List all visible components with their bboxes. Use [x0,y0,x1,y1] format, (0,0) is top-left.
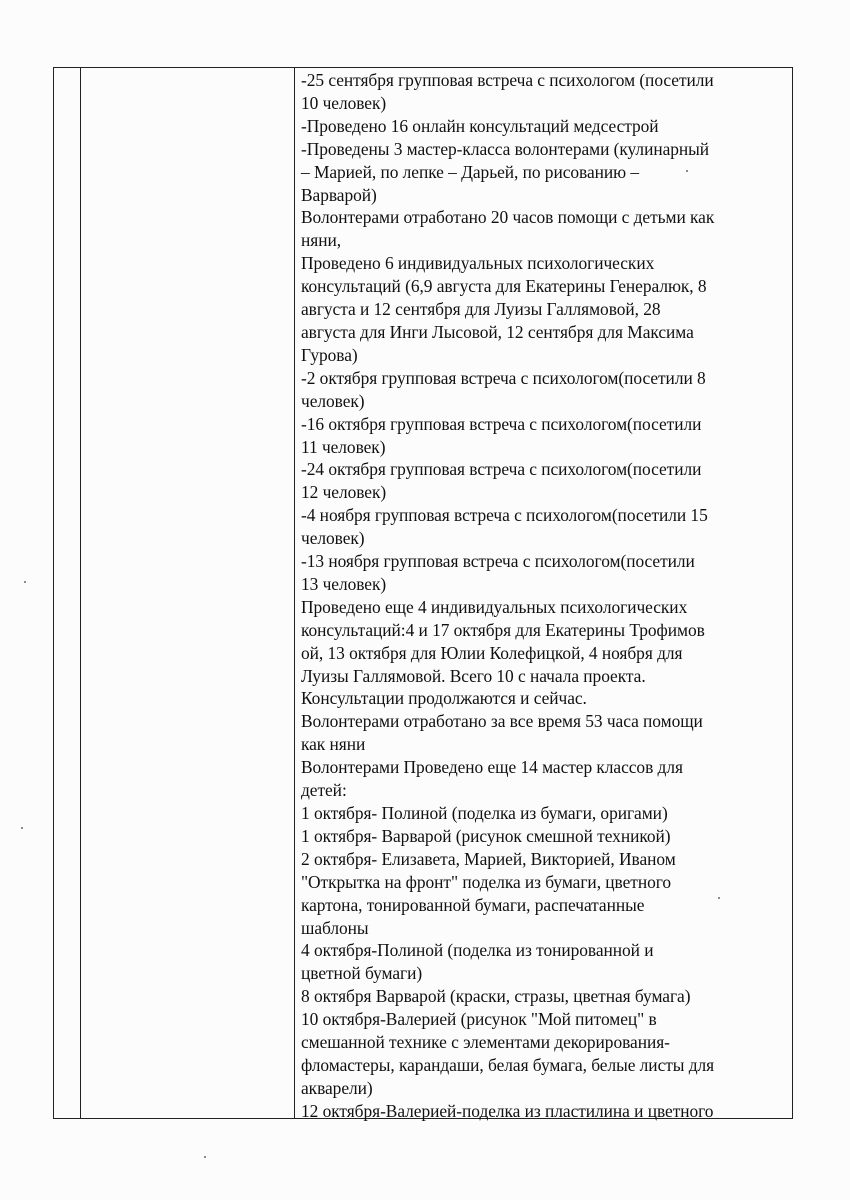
text-line: 12 человек) [301,482,387,503]
text-line: ой, 13 октября для Юлии Колефицкой, 4 ноября для [301,642,683,663]
text-line: – Марией, по лепке – Дарьей, по рисованию – [301,161,640,182]
text-line: цветной бумаги) [301,963,423,984]
text-line: 4 октября-Полиной (поделка из тонированной и [301,940,654,961]
text-line: 10 человек) [301,92,387,113]
text-line: 1 октября- Полиной (поделка из бумаги, оригами) [301,803,668,823]
text-line: детей: [301,780,347,801]
text-line: 11 человек) [301,436,386,457]
table-column-divider-first [80,68,81,1118]
text-line: Проведено еще 4 индивидуальных психологических [301,596,688,617]
text-line: Волонтерами Проведено еще 14 мастер классов для [301,757,683,778]
text-line: 12 октября-Валерией-поделка из пластилина и цветного [301,1100,714,1121]
text-line: августа и 12 сентября для Луизы Галлямовой, 28 [301,299,661,320]
text-line: Волонтерами отработано за все время 53 часа помощи [301,711,703,732]
text-line: няни, [301,230,342,251]
text-line: картона, тонированной бумаги, распечатанные [301,894,645,915]
text-line: августа для Инги Лысовой, 12 сентября для Максима [301,321,694,342]
text-line: Волонтерами отработано 20 часов помощи с детьми как [301,207,715,228]
text-line: 8 октября Варварой (краски, стразы, цветная бумага) [301,986,691,1007]
text-line: "Открытка на фронт" поделка из бумаги, цветного [301,871,672,892]
scan-speck [686,170,688,172]
text-line: Консультации продолжаются и сейчас. [301,688,587,709]
text-line: 10 октября-Валерией (рисунок "Мой питомец" в [301,1009,657,1030]
table-cell-activities [301,69,789,1123]
text-line: фломастеры, карандаши, белая бумага, белые листы для [301,1054,715,1075]
scan-speck [24,581,26,583]
text-line: -16 октября групповая встреча с психологом(посетили [301,413,702,434]
text-line: -4 ноября групповая встреча с психологом(посетили 15 [301,505,708,526]
text-line: Проведено 6 индивидуальных психологических [301,253,655,274]
text-line: 2 октября- Елизавета, Марией, Викторией, Иваном [301,848,676,869]
text-line: смешанной технике с элементами декорирования- [301,1032,670,1053]
text-line: человек) [301,390,365,411]
text-line: -25 сентября групповая встреча с психологом (посетили [301,70,714,90]
scan-speck [718,897,720,899]
text-line: -Проведено 16 онлайн консультаций медсестрой [301,115,659,136]
text-line: 1 октября- Варварой (рисунок смешной техникой) [301,825,671,846]
scan-speck [204,1156,206,1158]
text-line: акварели) [301,1077,373,1098]
text-line: -Проведены 3 мастер-класса волонтерами (кулинарный [301,138,710,159]
text-line: Варварой) [301,184,377,205]
text-line: консультаций (6,9 августа для Екатерины Генералюк, 8 [301,276,707,297]
text-line: Луизы Галлямовой. Всего 10 с начала проекта. [301,665,646,686]
text-line: как няни [301,734,366,755]
text-line: человек) [301,528,365,549]
text-line: Гурова) [301,344,358,365]
text-line: 13 человек) [301,573,387,594]
text-line: -2 октября групповая встреча с психологом(посетили 8 [301,367,706,388]
text-line: -24 октября групповая встреча с психологом(посетили [301,459,702,480]
text-line: шаблоны [301,917,369,938]
text-line: -13 ноября групповая встреча с психологом(посетили [301,551,695,572]
text-line: консультаций:4 и 17 октября для Екатерины Трофимов [301,619,705,640]
scan-speck [21,827,23,829]
table-column-divider-second [294,68,295,1118]
